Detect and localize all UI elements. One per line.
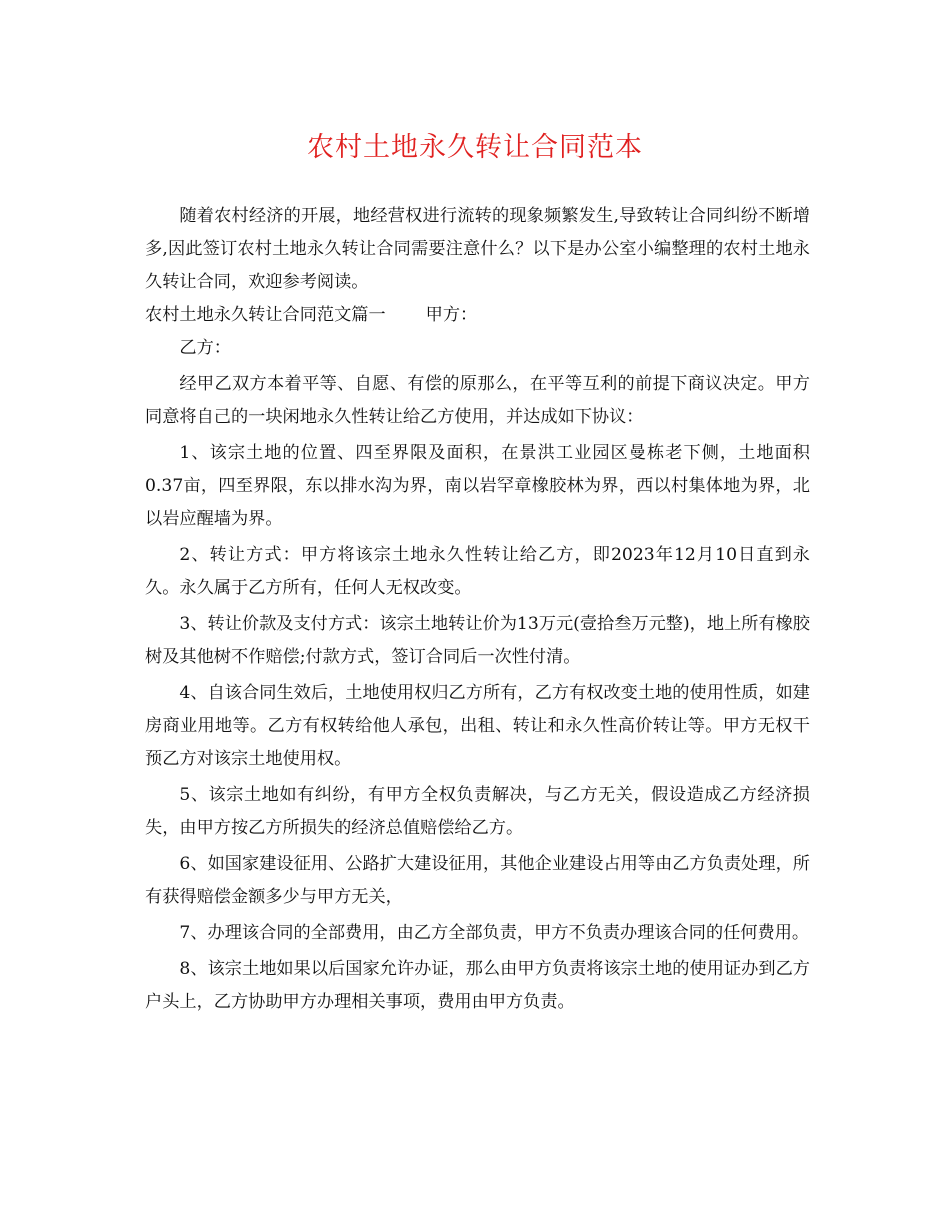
clause-1: 1、该宗土地的位置、四至界限及面积，在景洪工业园区曼栋老下侧，土地面积0.37亩，四至界限，东以排水沟为界，南以岩罕章橡胶林为界，西以村集体地为界，北以岩应醒墙为界。 xyxy=(145,443,810,529)
intro-paragraph: 随着农村经济的开展，地经营权进行流转的现象频繁发生,导致转让合同纠纷不断增多,因此签订农村土地永久转让合同需要注意什么？以下是办公室小编整理的农村土地永久转让合同，欢迎参考阅读。 xyxy=(145,206,810,292)
document-body xyxy=(145,200,810,1022)
clause-3: 3、转让价款及支付方式：该宗土地转让价为13万元(壹拾叁万元整)，地上所有橡胶树及其他树不作赔偿;付款方式，签订合同后一次性付清。 xyxy=(145,614,810,667)
section-heading-line xyxy=(145,299,810,332)
clause-6: 6、如国家建设征用、公路扩大建设征用，其他企业建设占用等由乙方负责处理，所有获得赔偿金额多少与甲方无关， xyxy=(145,854,810,907)
clause-4: 4、自该合同生效后，土地使用权归乙方所有，乙方有权改变土地的使用性质，如建房商业用地等。乙方有权转给他人承包，出租、转让和永久性高价转让等。甲方无权干预乙方对该宗土地使用权。 xyxy=(145,683,810,769)
clause-8: 8、该宗土地如果以后国家允许办证，那么由甲方负责将该宗土地的使用证办到乙方户头上，乙方协助甲方办理相关事项，费用由甲方负责。 xyxy=(145,959,810,1012)
preamble-paragraph: 经甲乙双方本着平等、自愿、有偿的原那么，在平等互利的前提下商议决定。甲方同意将自己的一块闲地永久性转让给乙方使用，并达成如下协议： xyxy=(145,374,810,427)
clause-5: 5、该宗土地如有纠纷，有甲方全权负责解决，与乙方无关，假设造成乙方经济损失，由甲方按乙方所损失的经济总值赔偿给乙方。 xyxy=(145,785,810,838)
document-title: 农村土地永久转让合同范本 xyxy=(307,132,643,163)
clause-7: 7、办理该合同的全部费用，由乙方全部负责，甲方不负责办理该合同的任何费用。 xyxy=(179,923,810,943)
section-heading: 农村土地永久转让合同范文篇一 xyxy=(145,305,386,325)
party-b-label: 乙方： xyxy=(179,338,231,358)
clause-2: 2、转让方式：甲方将该宗土地永久性转让给乙方，即2023年12月10日直到永久。永久属于乙方所有，任何人无权改变。 xyxy=(145,545,810,598)
party-a-label: 甲方： xyxy=(425,305,478,325)
